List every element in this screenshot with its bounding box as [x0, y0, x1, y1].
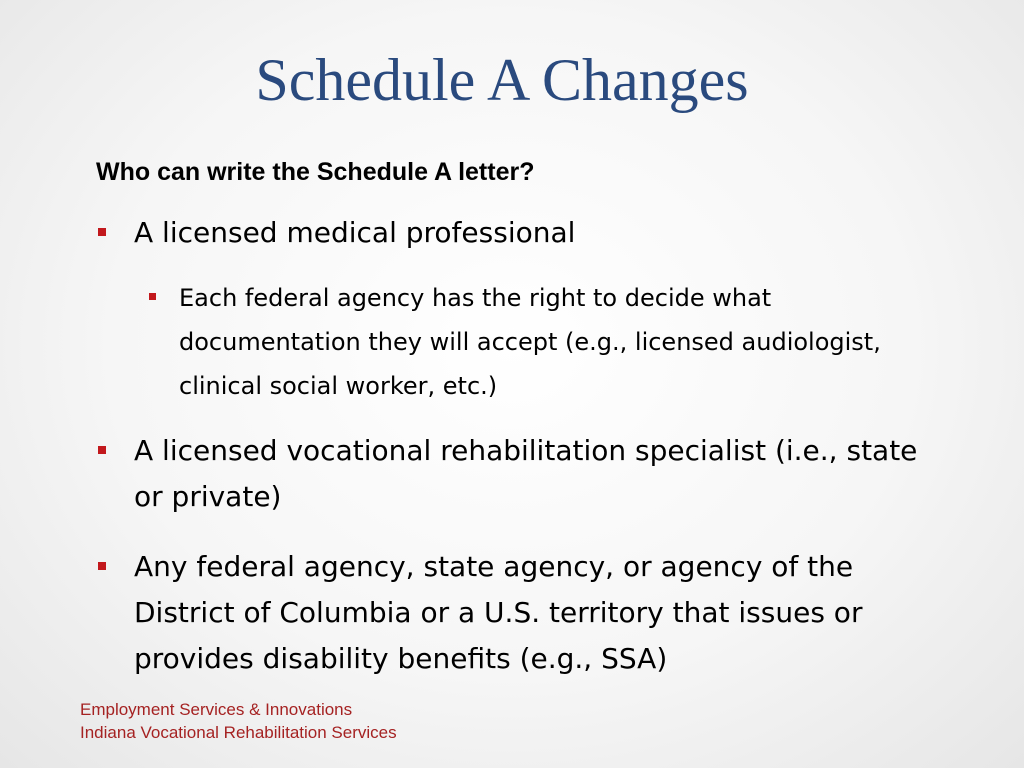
footer-organization: Employment Services & Innovations: [80, 700, 353, 719]
bullet-item: [134, 428, 934, 520]
bullet-text: A licensed medical professional: [134, 216, 576, 249]
slide-subheading: Who can write the Schedule A letter?: [96, 158, 535, 186]
square-bullet-icon: [98, 228, 106, 236]
bullet-text: Any federal agency, state agency, or agency of the District of Columbia or a U.S. territory that issues or provides disability benefits (e.g., SSA): [134, 550, 863, 675]
bullet-item: [134, 210, 934, 256]
bullet-item: [134, 544, 934, 682]
square-bullet-icon: [149, 293, 156, 300]
bullet-text: Each federal agency has the right to decide what documentation they will accept (e.g., licensed audiologist, clinical social worker, etc.): [179, 284, 881, 400]
slide-title: Schedule A Changes: [255, 47, 749, 113]
sub-bullet-item: [179, 276, 939, 408]
footer-department: Indiana Vocational Rehabilitation Services: [80, 723, 397, 742]
square-bullet-icon: [98, 446, 106, 454]
bullet-text: A licensed vocational rehabilitation specialist (i.e., state or private): [134, 434, 918, 513]
square-bullet-icon: [98, 562, 106, 570]
